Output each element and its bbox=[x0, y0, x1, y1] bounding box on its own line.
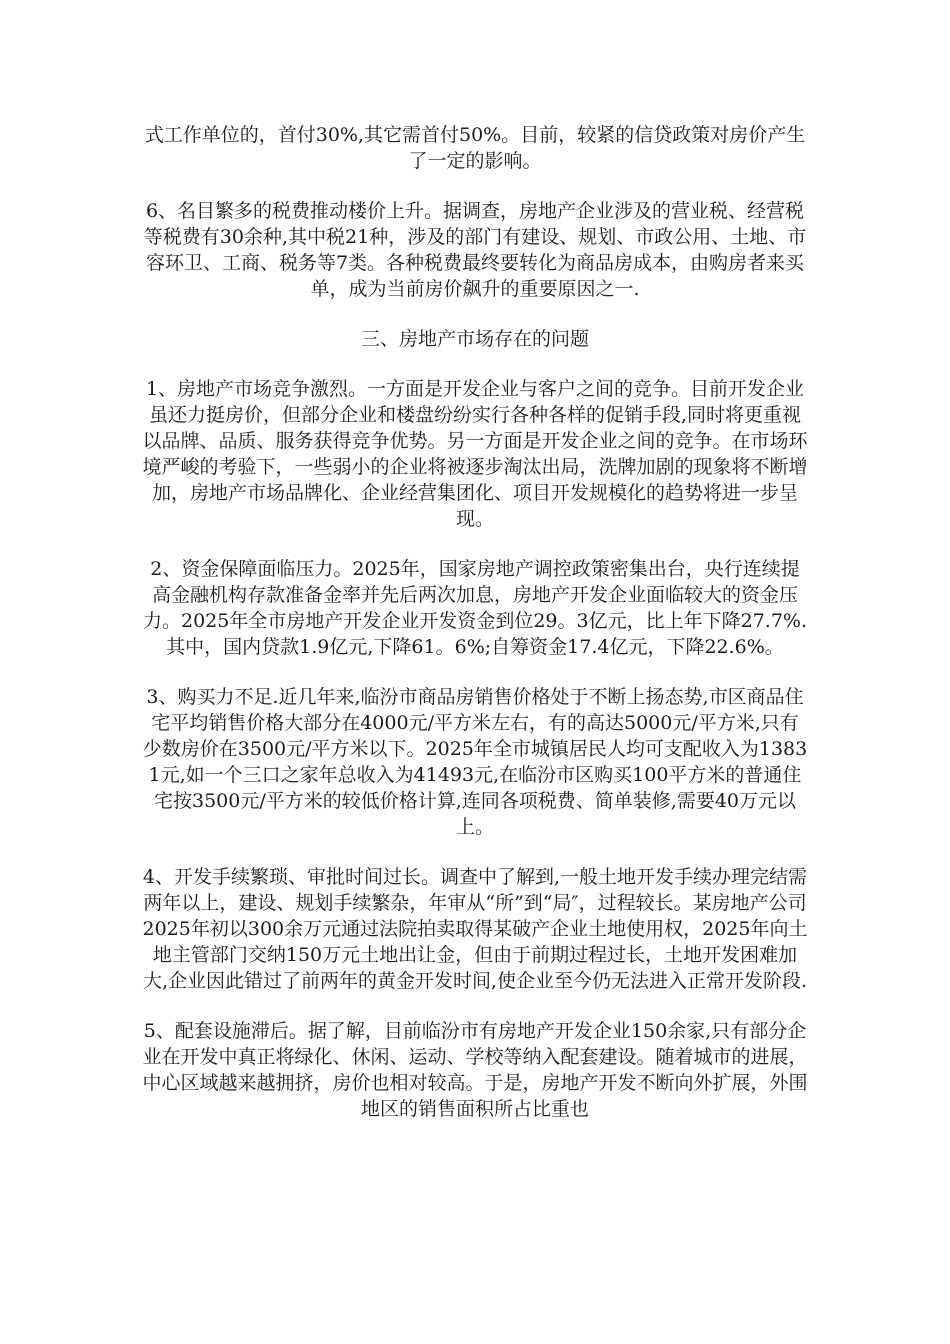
document-page bbox=[142, 122, 808, 1146]
paragraph-credit-policy: 式工作单位的，首付30%,其它需首付50%。目前，较紧的信贷政策对房价产生了一定的影响。 bbox=[144, 124, 806, 172]
section-heading: 三、房地产市场存在的问题 bbox=[360, 328, 589, 350]
paragraph-supporting-facilities: 5、配套设施滞后。据了解，目前临汾市有房地产开发企业150余家,只有部分企业在开发中真正将绿化、休闲、运动、学校等纳入配套建设。随着城市的进展，中心区域越来越拥挤，房价也相对较高。于是，房地产开发不断向外扩展，外围地区的销售面积所占比重也 bbox=[142, 1020, 808, 1120]
paragraph-approval-procedures: 4、开发手续繁琐、审批时间过长。调查中了解到,一般土地开发手续办理完结需两年以上，建设、规划手续繁杂，年审从“所”到“局″，过程较长。某房地产公司2025年初以300余万元通过法院拍卖取得某破产企业土地使用权，2025年向土地主管部门交纳150万元土地出让金，但由于前期过程过长，土地开发困难加大,企业因此错过了前两年的黄金开发时间,使企业至今仍无法进入正常开发阶段. bbox=[142, 866, 808, 992]
paragraph-taxes-fees: 6、名目繁多的税费推动楼价上升。据调查，房地产企业涉及的营业税、经营税等税费有30余种,其中税21种，涉及的部门有建设、规划、市政公用、土地、市容环卫、工商、税务等7类。各种税费最终要转化为商品房成本，由购房者来买单，成为当前房价飙升的重要原因之一. bbox=[143, 200, 807, 300]
paragraph-capital-pressure: 2、资金保障面临压力。2025年，国家房地产调控政策密集出台，央行连续提高金融机构存款准备金率并先后两次加息，房地产开发企业面临较大的资金压力。2025年全市房地产开发企业开发资金到位29。3亿元，比上年下降27.7%.其中，国内贷款1.9亿元,下降61。6%;自筹资金17.4亿元，下降22.6%。 bbox=[142, 558, 808, 658]
paragraph-purchasing-power: 3、购买力不足.近几年来,临汾市商品房销售价格处于不断上扬态势,市区商品住宅平均销售价格大部分在4000元/平方米左右，有的高达5000元/平方米,只有少数房价在3500元/平方米以下。2025年全市城镇居民人均可支配收入为13831元,如一个三口之家年总收入为41493元,在临汾市区购买100平方米的普通住宅按3500元/平方米的较低价格计算,连同各项税费、简单装修,需要40万元以上。 bbox=[142, 686, 808, 838]
paragraph-market-competition: 1、房地产市场竞争激烈。一方面是开发企业与客户之间的竞争。目前开发企业虽还力挺房价，但部分企业和楼盘纷纷实行各种各样的促销手段,同时将更重视以品牌、品质、服务获得竞争优势。另一方面是开发企业之间的竞争。在市场环境严峻的考验下，一些弱小的企业将被逐步淘汰出局，洗牌加剧的现象将不断增加，房地产市场品牌化、企业经营集团化、项目开发规模化的趋势将进一步呈现。 bbox=[142, 378, 808, 530]
